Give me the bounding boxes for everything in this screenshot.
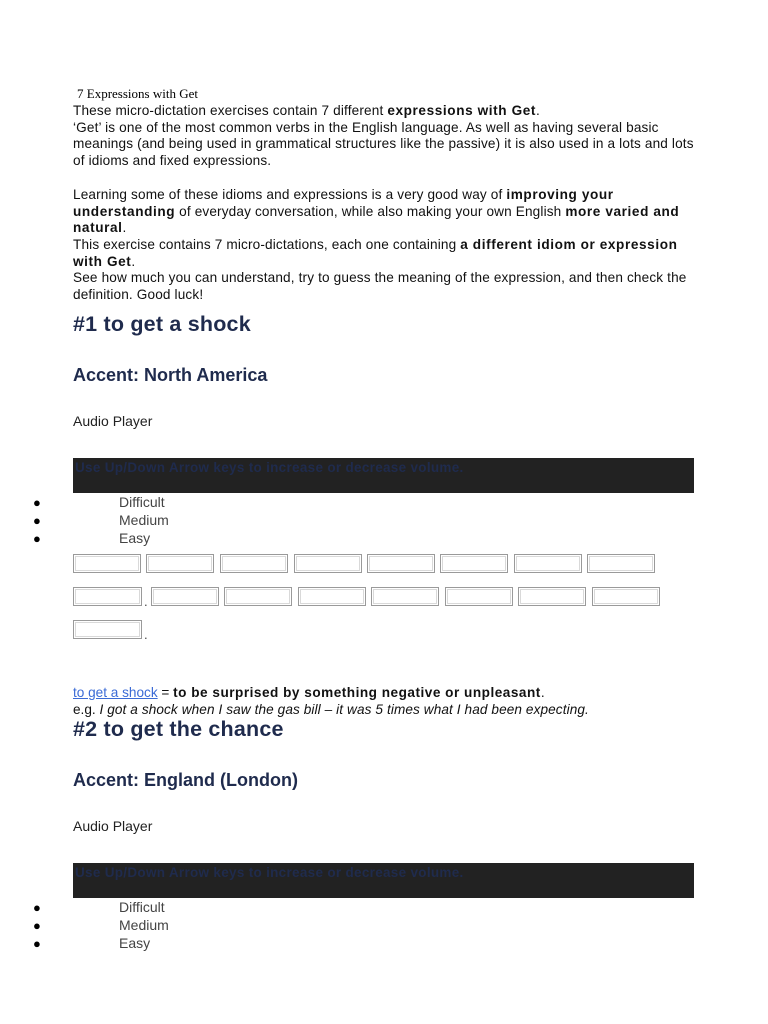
accent-heading: Accent: England (London)	[73, 770, 298, 790]
intro-p3-text-2: of everyday conversation, while also making your own English	[175, 203, 566, 219]
audio-player[interactable]	[73, 458, 694, 493]
definition-line	[73, 684, 713, 701]
dictation-input[interactable]	[298, 587, 366, 606]
bullet-icon: ●	[33, 512, 41, 528]
audio-player-label: Audio Player	[73, 413, 153, 429]
sentence-punctuation: .	[144, 627, 148, 642]
intro-text	[73, 103, 698, 304]
difficulty-option-medium[interactable]	[0, 512, 300, 530]
intro-p3-text: Learning some of these idioms and expressions is a very good way of	[73, 186, 507, 202]
dictation-input[interactable]	[224, 587, 292, 606]
bullet-icon: ●	[33, 900, 41, 915]
audio-player-hint: Use Up/Down Arrow keys to increase or decrease volume.	[75, 865, 464, 880]
intro-paragraph-1	[73, 103, 698, 120]
dictation-input[interactable]	[367, 554, 435, 573]
difficulty-option-difficult[interactable]	[0, 899, 300, 917]
audio-player-hint: Use Up/Down Arrow keys to increase or decrease volume.	[75, 460, 464, 475]
dictation-input[interactable]	[146, 554, 214, 573]
difficulty-label: Medium	[119, 511, 169, 528]
dictation-input[interactable]	[592, 587, 660, 606]
section-2	[33, 717, 698, 951]
difficulty-list	[0, 494, 300, 547]
definition-meaning: to be surprised by something negative or unpleasant	[173, 685, 541, 700]
difficulty-option-easy[interactable]	[0, 530, 300, 548]
difficulty-option-easy[interactable]	[0, 935, 300, 953]
difficulty-label: Difficult	[119, 899, 165, 915]
intro-paragraph-5: See how much you can understand, try to guess the meaning of the expression, and then check the definition. Good luck!	[73, 270, 687, 303]
difficulty-option-difficult[interactable]	[0, 494, 300, 512]
dictation-input[interactable]	[151, 587, 219, 606]
dictation-input[interactable]	[371, 587, 439, 606]
intro-p3-end: .	[122, 220, 127, 236]
intro-paragraph-3	[73, 187, 698, 237]
dictation-input[interactable]	[440, 554, 508, 573]
intro-paragraph-4	[73, 237, 698, 270]
spacer	[73, 170, 698, 187]
dictation-input[interactable]	[294, 554, 362, 573]
intro-p3-bold-2: more varied and natural	[73, 203, 680, 236]
example-sentence: I got a shock when I saw the gas bill – it was 5 times what I had been expecting.	[99, 702, 589, 717]
dictation-input[interactable]	[220, 554, 288, 573]
bullet-icon: ●	[33, 530, 41, 546]
difficulty-option-medium[interactable]	[0, 917, 300, 935]
bullet-icon: ●	[33, 917, 41, 933]
bullet-icon: ●	[33, 935, 41, 951]
difficulty-label: Easy	[119, 934, 151, 951]
example-prefix: e.g.	[73, 702, 100, 717]
dictation-input[interactable]	[73, 554, 141, 573]
difficulty-label: Difficult	[119, 494, 165, 510]
definition-end: .	[540, 685, 545, 700]
intro-p1-bold: expressions with Get	[387, 103, 537, 118]
example-line	[73, 701, 713, 718]
sentence-punctuation: .	[144, 594, 148, 609]
intro-p3-bold-1: improving your understanding	[73, 186, 614, 219]
dictation-input[interactable]	[73, 620, 142, 639]
accent-heading: Accent: North America	[73, 365, 268, 385]
dictation-input[interactable]	[73, 587, 142, 606]
definition	[73, 684, 713, 718]
intro-p1-text: These micro-dictation exercises contain 7 different	[73, 103, 388, 118]
intro-p4-end: .	[131, 253, 136, 269]
dictation-input[interactable]	[514, 554, 582, 573]
equals-sign: =	[157, 685, 174, 700]
section-heading: #2 to get the chance	[73, 717, 284, 741]
difficulty-list	[0, 899, 300, 952]
dictation-input[interactable]	[445, 587, 513, 606]
intro-p4-bold: a different idiom or expression with Get	[73, 236, 678, 269]
section-1	[33, 312, 698, 717]
audio-player[interactable]	[73, 863, 694, 898]
difficulty-label: Medium	[119, 916, 169, 933]
intro-paragraph-2: ‘Get’ is one of the most common verbs in the English language. As well as having several basic meanings (and being used in grammatical structures like the passive) it is also used in a lots and lots of idioms and fixed expressions.	[73, 119, 694, 169]
difficulty-label: Easy	[119, 529, 151, 546]
dictation-input[interactable]	[518, 587, 586, 606]
dictation-input[interactable]	[587, 554, 655, 573]
section-heading: #1 to get a shock	[73, 312, 251, 336]
audio-player-label: Audio Player	[73, 818, 153, 834]
intro-p1-end: .	[536, 103, 540, 118]
term-link[interactable]: to get a shock	[73, 685, 158, 700]
intro-p4-text: This exercise contains 7 micro-dictations, each one containing	[73, 236, 461, 252]
document-title: 7 Expressions with Get	[77, 86, 198, 101]
bullet-icon: ●	[33, 495, 41, 510]
